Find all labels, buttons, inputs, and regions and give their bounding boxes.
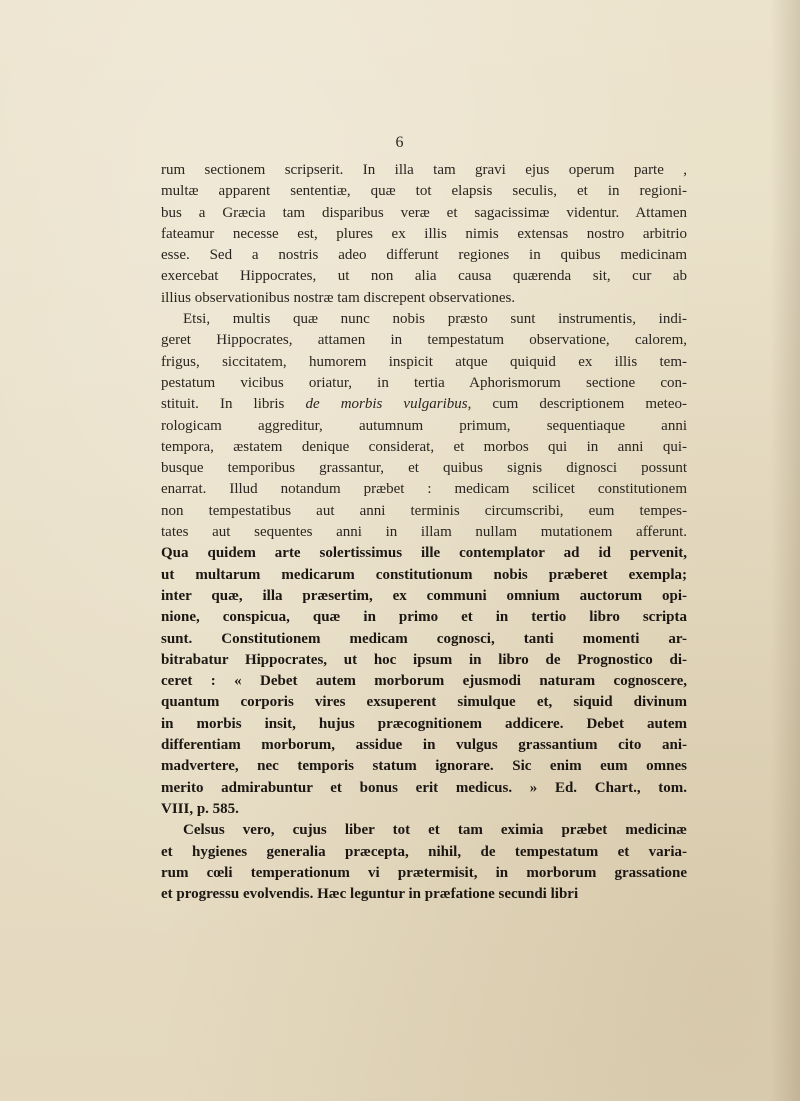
text-line: non tempestatibus aut anni terminis circumscribi, eum tempes- xyxy=(161,502,687,519)
text-line: madvertere, nec temporis statum ignorare. Sic enim eum omnes xyxy=(161,758,687,775)
text-line: bitrabatur Hippocrates, ut hoc ipsum in libro de Prognostico di- xyxy=(161,651,687,668)
text-line: ceret : « Debet autem morborum ejusmodi naturam cognoscere, xyxy=(161,673,687,690)
text-line: in morbis insit, hujus præcognitionem addicere. Debet autem xyxy=(161,715,687,732)
text-line: ut multarum medicarum constitutionum nobis præberet exempla; xyxy=(161,566,687,583)
text-line: busque temporibus grassantur, et quibus signis dignosci possunt xyxy=(161,460,687,477)
text-line: quantum corporis vires exsuperent simulque et, siquid divinum xyxy=(161,694,687,711)
body-text xyxy=(161,160,687,905)
text-line: merito admirabuntur et bonus erit medicus. » Ed. Chart., tom. xyxy=(161,779,687,796)
text-line: nione, conspicua, quæ in primo et in tertio libro scripta xyxy=(161,609,687,626)
text-line: rum cœli temperationum vi prætermisit, in morborum grassatione xyxy=(161,864,687,881)
text-line: Qua quidem arte solertissimus ille contemplator ad id pervenit, xyxy=(161,545,687,562)
page-edge-shadow xyxy=(770,0,800,1101)
text-line: frigus, siccitatem, humorem inspicit atque quiquid ex illis tem- xyxy=(161,353,687,370)
text-line: fateamur necesse est, plures ex illis nimis extensas nostro arbitrio xyxy=(161,225,687,242)
text-line: differentiam morborum, assidue in vulgus grassantium cito ani- xyxy=(161,737,687,754)
text-line: geret Hippocrates, attamen in tempestatum observatione, calorem, xyxy=(161,332,687,349)
text-line: sunt. Constitutionem medicam cognosci, tanti momenti ar- xyxy=(161,630,687,647)
text-line: exercebat Hippocrates, ut non alia causa quærenda sit, cur ab xyxy=(161,268,687,285)
text-line: bus a Græcia tam disparibus veræ et sagacissimæ videntur. Attamen xyxy=(161,204,687,221)
text-line: VIII, p. 585. xyxy=(161,800,239,817)
text-line: illius observationibus nostræ tam discrepent observationes. xyxy=(161,289,516,306)
text-line: enarrat. Illud notandum præbet : medicam scilicet constitutionem xyxy=(161,481,687,498)
text-line: stituit. In libris de morbis vulgaribus, cum descriptionem meteo- xyxy=(161,396,688,413)
text-line: pestatum vicibus oriatur, in tertia Aphorismorum sectione con- xyxy=(161,374,687,391)
text-line: esse. Sed a nostris adeo differunt regiones in quibus medicinam xyxy=(161,247,687,264)
text-line: Etsi, multis quæ nunc nobis præsto sunt instrumentis, indi- xyxy=(183,311,687,328)
page-number: 6 xyxy=(395,134,405,151)
text-line: et progressu evolvendis. Hæc leguntur in præfatione secundi libri xyxy=(161,886,579,903)
text-line: et hygienes generalia præcepta, nihil, de tempestatum et varia- xyxy=(161,843,687,860)
text-line: rum sectionem scripserit. In illa tam gravi ejus operum parte , xyxy=(161,162,687,178)
italic-title: de morbis vulgaribus xyxy=(305,396,468,413)
text-line: Celsus vero, cujus liber tot et tam eximia præbet medicinæ xyxy=(183,822,687,839)
text-line: tates aut sequentes anni in illam nullam mutationem afferunt. xyxy=(161,524,687,541)
text-line: rologicam aggreditur, autumnum primum, sequentiaque anni xyxy=(161,417,687,434)
text-line: tempora, æstatem denique considerat, et morbos qui in anni qui- xyxy=(161,438,687,455)
text-line: multæ apparent sententiæ, quæ tot elapsis seculis, et in regioni- xyxy=(161,183,687,200)
text-line: inter quæ, illa præsertim, ex communi omnium auctorum opi- xyxy=(161,587,687,604)
